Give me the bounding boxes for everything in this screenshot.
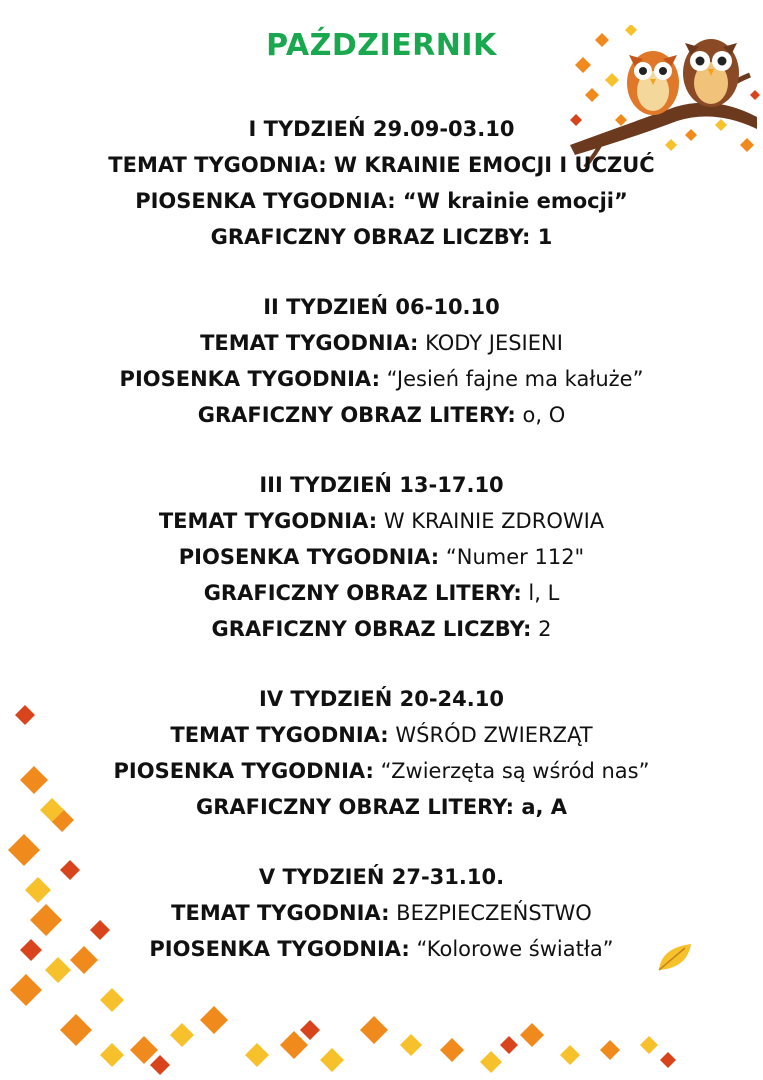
song-label: PIOSENKA TYGODNIA: — [149, 937, 410, 961]
song-label: PIOSENKA TYGODNIA: — [119, 367, 380, 391]
week-2-letter — [0, 400, 763, 430]
week-3-song — [0, 542, 763, 572]
topic-label: TEMAT TYGODNIA: — [170, 723, 389, 747]
topic-label: TEMAT TYGODNIA: — [158, 509, 378, 533]
week-3-topic — [0, 506, 763, 536]
song-value: “Numer 112" — [445, 545, 585, 569]
topic-value: KODY JESIENI — [425, 331, 563, 355]
week-3-number — [0, 614, 763, 644]
letter-label: GRAFICZNY OBRAZ LITERY: — [203, 581, 522, 605]
week-3-heading: III TYDZIEŃ 13-17.10 — [259, 473, 504, 497]
letter-value: l, L — [528, 581, 560, 605]
topic-label: TEMAT TYGODNIA: — [171, 901, 390, 925]
number-value: 1 — [537, 225, 553, 249]
page-title: PAŹDZIERNIK — [266, 28, 497, 63]
topic-label: TEMAT TYGODNIA: — [200, 331, 419, 355]
week-1-song — [0, 186, 763, 216]
topic-value: BEZPIECZEŃSTWO — [396, 901, 592, 925]
week-4-topic — [0, 720, 763, 750]
number-label: GRAFICZNY OBRAZ LICZBY: — [211, 617, 532, 641]
number-value: 2 — [538, 617, 552, 641]
week-2-song — [0, 364, 763, 394]
week-5-heading: V TYDZIEŃ 27-31.10. — [258, 865, 505, 889]
topic-value: W KRAINIE ZDROWIA — [383, 509, 605, 533]
week-4-letter — [0, 792, 763, 822]
week-1-heading: I TYDZIEŃ 29.09-03.10 — [248, 117, 515, 141]
letter-label: GRAFICZNY OBRAZ LITERY: — [195, 795, 514, 819]
song-value: “Zwierzęta są wśród nas” — [380, 759, 650, 783]
week-2-topic — [0, 328, 763, 358]
letter-value: o, O — [522, 403, 566, 427]
week-3-letter — [0, 578, 763, 608]
week-5-song — [0, 934, 763, 964]
topic-value: WŚRÓD ZWIERZĄT — [395, 723, 593, 747]
week-4-heading: IV TYDZIEŃ 20-24.10 — [259, 687, 504, 711]
week-1-number — [0, 222, 763, 252]
song-value: “Jesień fajne ma kałuże” — [386, 367, 644, 391]
topic-label: TEMAT TYGODNIA: — [108, 153, 327, 177]
song-label: PIOSENKA TYGODNIA: — [178, 545, 440, 569]
song-label: PIOSENKA TYGODNIA: — [135, 189, 396, 213]
topic-value: W KRAINIE EMOCJI I UCZUĆ — [333, 153, 655, 177]
song-value: “W krainie emocji” — [402, 189, 628, 213]
week-5-topic — [0, 898, 763, 928]
week-2-heading: II TYDZIEŃ 06-10.10 — [263, 295, 500, 319]
week-1-topic — [0, 150, 763, 180]
song-label: PIOSENKA TYGODNIA: — [113, 759, 374, 783]
week-4-song — [0, 756, 763, 786]
song-value: “Kolorowe światła” — [416, 937, 614, 961]
letter-label: GRAFICZNY OBRAZ LITERY: — [197, 403, 516, 427]
letter-value: a, A — [521, 795, 568, 819]
number-label: GRAFICZNY OBRAZ LICZBY: — [210, 225, 531, 249]
